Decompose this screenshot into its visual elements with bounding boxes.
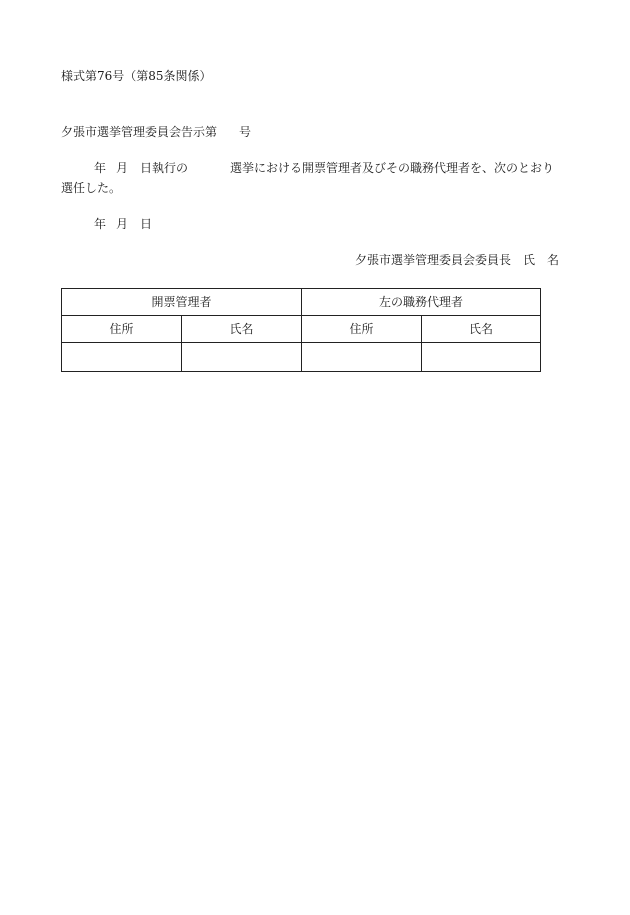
column-header-address: 住所 [302,316,422,343]
body-year: 年 [94,161,107,175]
notice-prefix: 夕張市選挙管理委員会告示第 [61,125,218,139]
signer-line [355,252,559,268]
column-header-address: 住所 [62,316,182,343]
table-row [62,343,541,372]
table-column-header-row [62,316,541,343]
notice-date [61,216,152,232]
signer-name-1: 氏 [522,253,535,267]
column-header-name: 氏名 [422,316,541,343]
notice-number-line [61,124,251,140]
form-number: 様式第76号（第85条関係） [61,69,212,83]
date-day: 日 [140,217,153,231]
signer-title: 夕張市選挙管理委員会委員長 [354,253,511,267]
table-cell [182,343,302,372]
notice-suffix: 号 [239,125,252,139]
table-cell [62,343,182,372]
appointee-table [61,288,541,372]
body-month: 月 [116,161,129,175]
date-month: 月 [116,217,129,231]
body-text-line-2: 選任した。 [61,181,122,195]
table-cell [302,343,422,372]
body-text-line-1 [61,160,554,176]
header-deputy: 左の職務代理者 [302,289,541,316]
header-counting-manager: 開票管理者 [62,289,302,316]
column-header-name: 氏名 [182,316,302,343]
table-cell [422,343,541,372]
signer-name-2: 名 [546,253,559,267]
date-year: 年 [94,217,107,231]
body-text-main: 選挙における開票管理者及びその職務代理者を、次のとおり [230,161,555,175]
body-day-executed: 日執行の [140,161,189,175]
table-group-header-row [62,289,541,316]
